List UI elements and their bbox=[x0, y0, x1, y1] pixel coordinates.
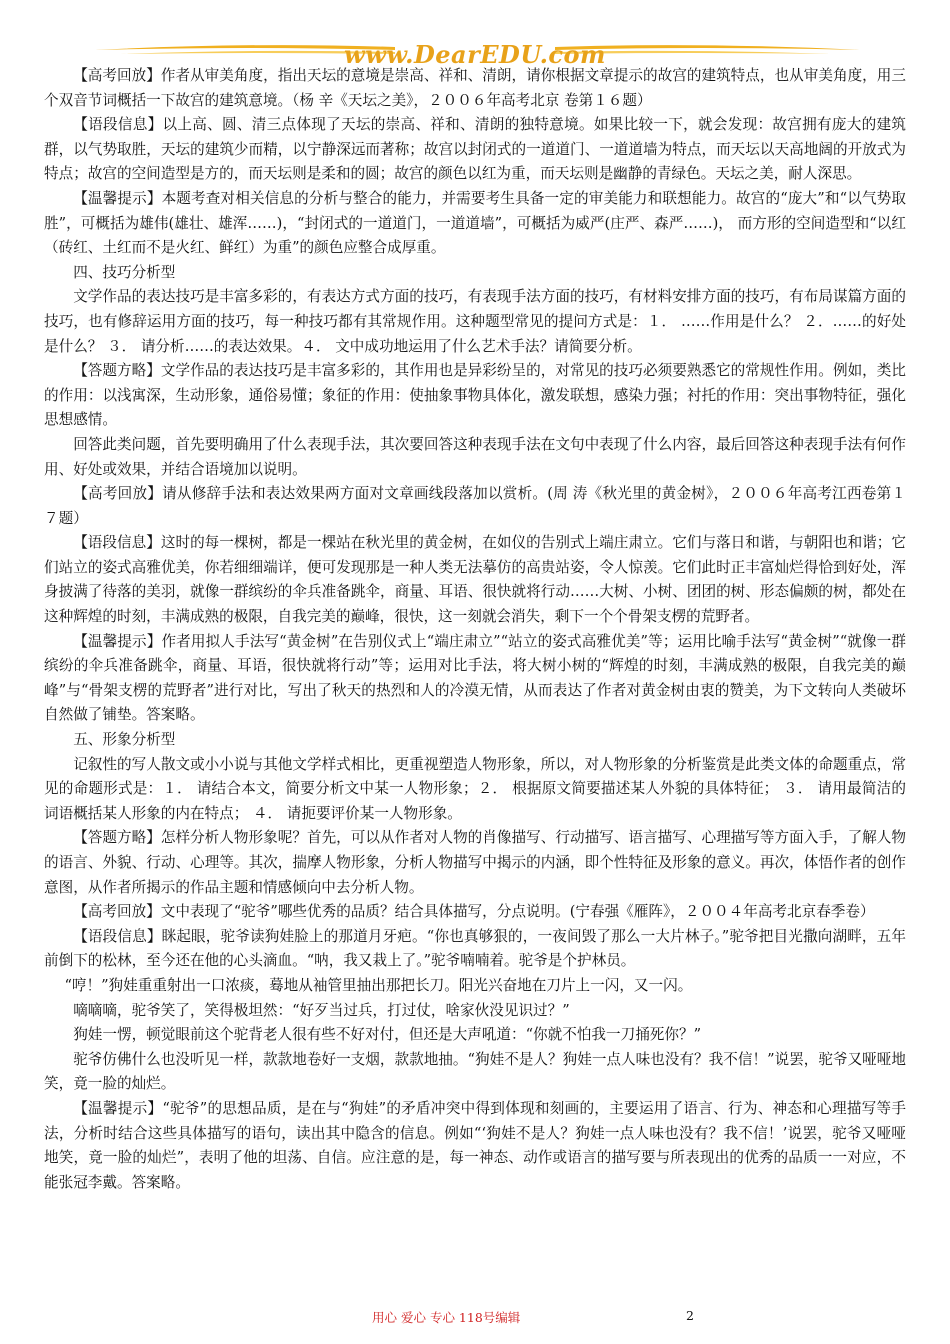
paragraph: 【高考回放】文中表现了“驼爷”哪些优秀的品质？结合具体描写，分点说明。(宁春强《雁阵》，２００４年高考北京春季卷） bbox=[73, 903, 875, 921]
paragraph: 【答题方略】文学作品的表达技巧是丰富多彩的，其作用也是异彩纷呈的，对常见的技巧必须要熟悉它的常规性作用。例如，类比的作用：以浅寓深，生动形象，通俗易懂；象征的作用：使抽象事物具体化，激发联想，感染力强；衬托的作用：突出事物特征，强化思想感情。 bbox=[44, 362, 906, 429]
paragraph: 驼爷仿佛什么也没听见一样，款款地卷好一支烟，款款地抽。“狗娃不是人？狗娃一点人味也没有？我不信！”说罢，驼爷又哑哑地笑，竟一脸的灿烂。 bbox=[44, 1050, 906, 1093]
paragraph: 【语段信息】这时的每一棵树，都是一棵站在秋光里的黄金树，在如仪的告别式上端庄肃立。它们与落日和谐，与朝阳也和谐；它们站立的姿式高雅优美，你若细细端详，便可发现那是一种人类无法摹仿的高贵站姿，令人惊羡。它们此时正丰富灿烂得恰到好处，浑身披满了待落的美羽，就像一群缤纷的伞兵准备跳伞，商量、耳语、很快就将行动……大树、小树、团团的树、形态偏颇的树，都处在这种辉煌的时刻，丰满成熟的极限，自我完美的巅峰，很快，这一刻就会消失，剩下一个个骨架支楞的荒野者。 bbox=[44, 534, 906, 626]
site-title: www.DearEDU.com bbox=[344, 40, 606, 69]
article-body bbox=[44, 64, 906, 1195]
section-heading: 五、形象分析型 bbox=[73, 731, 176, 749]
paragraph: 【语段信息】眯起眼，驼爷读狗娃脸上的那道月牙疤。“你也真够狠的，一夜间毁了那么一大片林子。”驼爷把目光撒向湖畔，五年前倒下的松林，至今还在他的心头滴血。“呐，我又栽上了。”驼爷喃喃着。驼爷是个护林员。 bbox=[44, 927, 906, 970]
paragraph: 狗娃一愣，顿觉眼前这个驼背老人很有些不好对付，但还是大声吼道：“你就不怕我一刀捅死你？” bbox=[73, 1026, 702, 1044]
section-heading: 四、技巧分析型 bbox=[73, 263, 176, 281]
paragraph: 【温馨提示】“驼爷”的思想品质，是在与“狗娃”的矛盾冲突中得到体现和刻画的，主要运用了语言、行为、神态和心理描写等手法，分析时结合这些具体描写的语句，读出其中隐含的信息。例如“‘狗娃不是人？狗娃一点人味也没有？我不信！’说罢，驼爷又哑哑地笑，竟一脸的灿烂”，表明了他的坦荡、自信。应注意的是，每一神态、动作或语言的描写要与所表现出的优秀的品质一一对应，不能张冠李戴。答案略。 bbox=[44, 1099, 906, 1191]
paragraph: “哼！”狗娃重重射出一口浓痰，蓦地从袖管里抽出那把长刀。阳光兴奋地在刀片上一闪，又一闪。 bbox=[64, 976, 693, 994]
paragraph: 【高考回放】请从修辞手法和表达效果两方面对文章画线段落加以赏析。(周 涛《秋光里的黄金树》，２００６年高考江西卷第１７题） bbox=[44, 485, 906, 527]
paragraph: 【高考回放】作者从审美角度，指出天坛的意境是崇高、祥和、清朗，请你根据文章提示的故宫的建筑特点，也从审美角度，用三个双音节词概括一下故宫的建筑意境。（杨 辛《天坛之美》，２００６年高考北京 卷第１６题） bbox=[44, 67, 906, 109]
footer-credit: 用心 爱心 专心 118号编辑 bbox=[372, 1310, 521, 1325]
paragraph: 回答此类问题，首先要明确用了什么表现手法，其次要回答这种表现手法在文句中表现了什么内容，最后回答这种表现手法有何作用、好处或效果，并结合语境加以说明。 bbox=[44, 435, 906, 478]
paragraph: 记叙性的写人散文或小小说与其他文学样式相比，更重视塑造人物形象，所以，对人物形象的分析鉴赏是此类文体的命题重点，常见的命题形式是：１． 请结合本文，简要分析文中某一人物形象；２． 根据原文简要描述某人外貌的具体特征； ３． 请用最简洁的词语概括某人形象的内在特点； ４． 请扼要评价某一人物形象。 bbox=[44, 755, 906, 822]
paragraph: 【答题方略】怎样分析人物形象呢？首先，可以从作者对人物的肖像描写、行动描写、语言描写、心理描写等方面入手，了解人物的语言、外貌、行动、心理等。其次，揣摩人物形象，分析人物描写中揭示的内涵，即个性特征及形象的意义。再次，体悟作者的创作意图，从作者所揭示的作品主题和情感倾向中去分析人物。 bbox=[44, 829, 906, 896]
page-number: 2 bbox=[686, 1308, 694, 1323]
paragraph: 【语段信息】以上高、圆、清三点体现了天坛的崇高、祥和、清朗的独特意境。如果比较一下，就会发现：故宫拥有庞大的建筑群，以气势取胜，天坛的建筑少而精，以宁静深远而著称；故宫以封闭式的一道道门、一道道墙为特点，而天坛以天高地阔的开放式为特点；故宫的空间造型是方的，而天坛则是柔和的圆；故宫的颜色以红为重，而天坛则是幽静的青绿色。天坛之美，耐人深思。 bbox=[44, 116, 906, 183]
paragraph: 文学作品的表达技巧是丰富多彩的，有表达方式方面的技巧，有表现手法方面的技巧，有材料安排方面的技巧，有布局谋篇方面的技巧，也有修辞运用方面的技巧，每一种技巧都有其常规作用。这种题型常见的提问方式是：１． ……作用是什么？ ２．……的好处是什么？ ３． 请分析……的表达效果。４． 文中成功地运用了什么艺术手法？请简要分析。 bbox=[44, 288, 906, 355]
paragraph: 【温馨提示】作者用拟人手法写“黄金树”在告别仪式上“端庄肃立”“站立的姿式高雅优美”等；运用比喻手法写“黄金树”“就像一群缤纷的伞兵准备跳伞，商量、耳语，很快就将行动”等；运用对比手法，将大树小树的“辉煌的时刻，丰满成熟的极限，自我完美的巅峰”与“骨架支楞的荒野者”进行对比，写出了秋天的热烈和人的冷漠无情，从而表达了作者对黄金树由衷的赞美，为下文转向人类破坏自然做了铺垫。答案略。 bbox=[44, 632, 906, 724]
paragraph: 【温馨提示】本题考查对相关信息的分析与整合的能力，并需要考生具备一定的审美能力和联想能力。故宫的“庞大”和“以气势取胜”，可概括为雄伟(雄壮、雄浑……)，“封闭式的一道道门，一道道墙”，可概括为威严(庄严、森严……)， 而方形的空间造型和“以红（砖红、土红而不是火红、鲜红）为重”的颜色应整合成厚重。 bbox=[44, 189, 906, 257]
paragraph: 嘀嘀嘀，驼爷笑了，笑得极坦然：“好歹当过兵，打过仗，啥家伙没见识过？” bbox=[73, 1001, 570, 1019]
page-footer bbox=[0, 1308, 950, 1328]
